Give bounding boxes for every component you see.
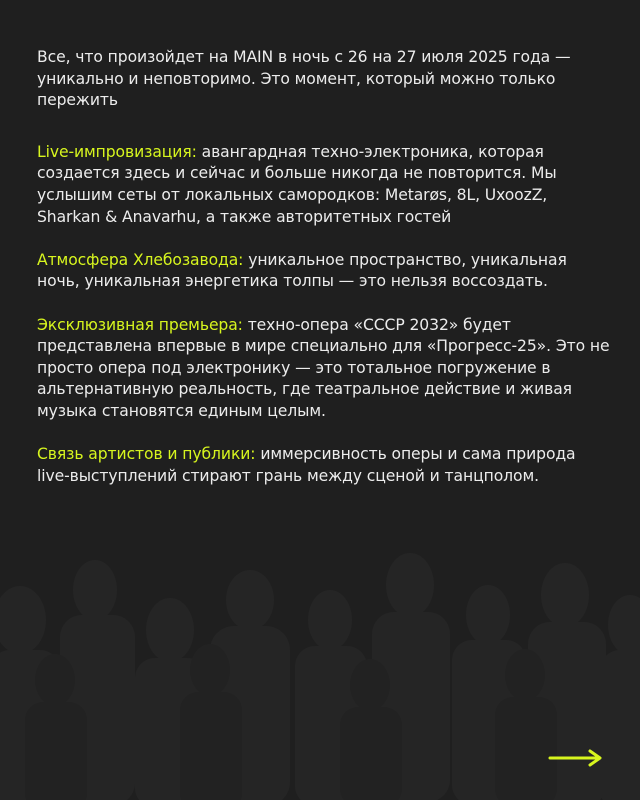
section-connection <box>37 444 612 487</box>
section-text: техно-опера «СССР 2032» будет представлена впервые в мире специально для «Прогресс-25». Это не просто опера под электронику — это тотальное погружение в альтернативную реальность, где театральное действие и живая музыка становятся единым целым. <box>37 315 610 420</box>
intro-paragraph: Все, что произойдет на MAIN в ночь с 26 на 27 июля 2025 года — уникально и неповторимо. Это момент, который можно только пережить <box>37 48 571 110</box>
section-heading: Связь артистов и публики: <box>37 445 256 464</box>
section-text: авангардная техно-электроника, которая создается здесь и сейчас и больше никогда не повторится. Мы услышим сеты от локальных самородков: Metarøs, 8L, UxoozZ, Sharkan & Anavarhu, а также авторитетных гостей <box>37 142 557 226</box>
section-heading: Эксклюзивная премьера: <box>37 315 243 334</box>
section-live-improvisation <box>37 142 612 228</box>
section-heading: Атмосфера Хлебозавода: <box>37 250 244 269</box>
section-atmosphere <box>37 250 612 293</box>
arrow-right-icon[interactable] <box>548 748 606 768</box>
section-text: иммерсивность оперы и сама природа live-выступлений стирают грань между сценой и танцполом. <box>37 445 576 485</box>
section-heading: Live-импровизация: <box>37 142 197 161</box>
crowd-silhouette-background <box>0 500 640 800</box>
section-premiere <box>37 315 612 423</box>
section-text: уникальное пространство, уникальная ночь, уникальная энергетика толпы — это нельзя воссоздать. <box>37 250 567 291</box>
text-content <box>37 47 612 509</box>
